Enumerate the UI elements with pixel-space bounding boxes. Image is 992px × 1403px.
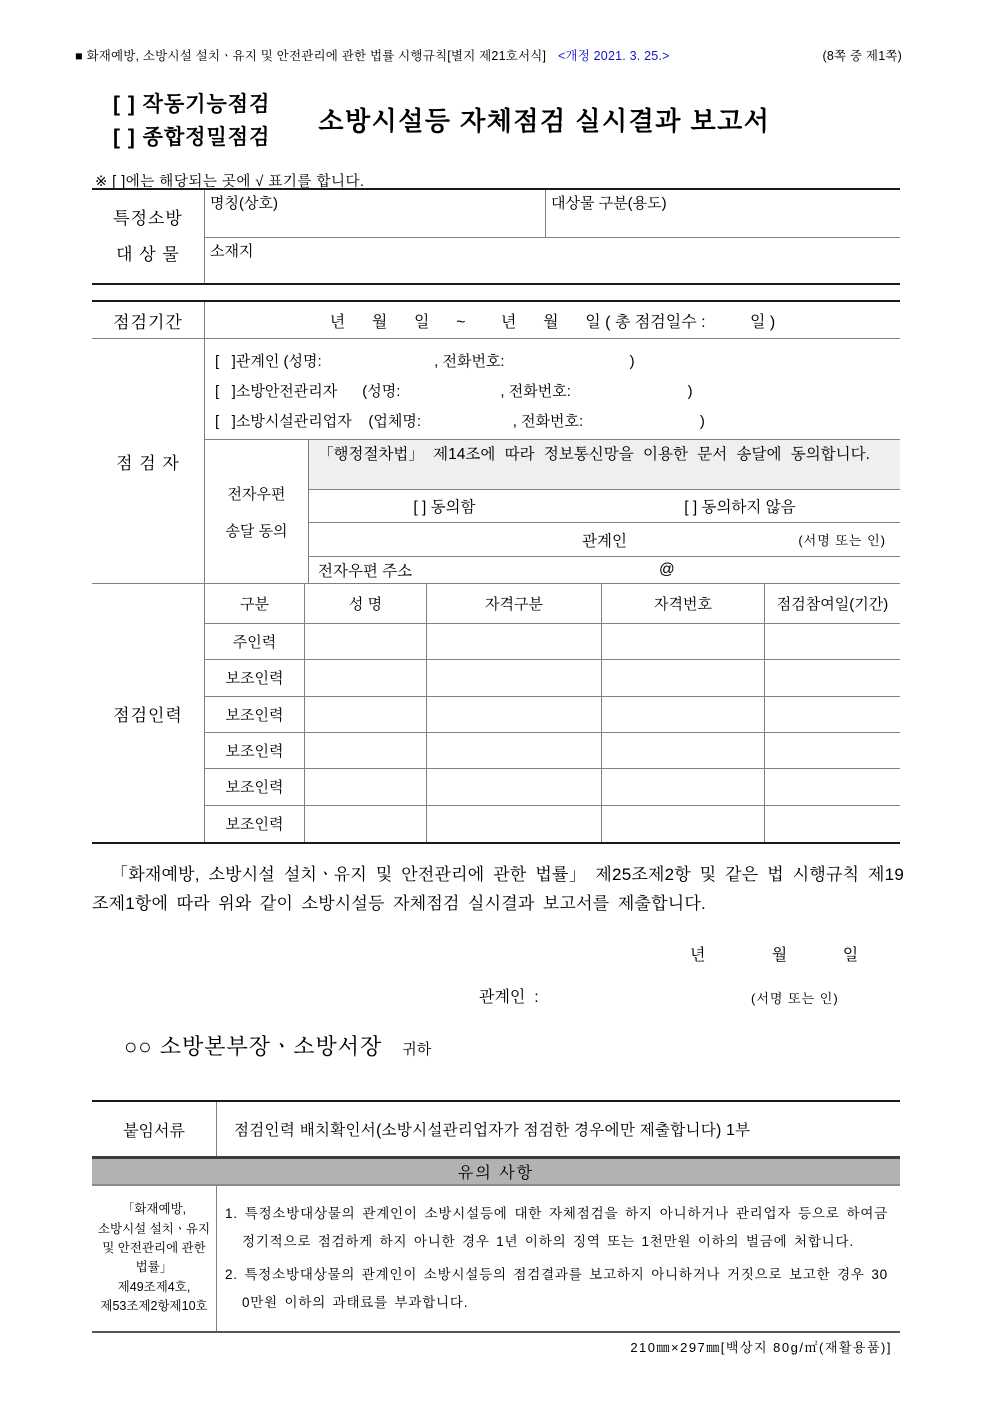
law-line: 제53조제2항제10호 (100, 1299, 208, 1314)
attachment-notice-table (92, 1100, 900, 1333)
form-header (113, 88, 893, 151)
personnel-row (92, 584, 900, 842)
personnel-input-cell[interactable] (765, 769, 900, 805)
checkbox-agree[interactable]: [ ] 동의함 (413, 499, 476, 516)
personnel-input-cell[interactable] (305, 660, 427, 696)
notice-items (217, 1186, 900, 1331)
personnel-input-cell[interactable] (765, 697, 900, 733)
personnel-input-cell[interactable] (305, 769, 427, 805)
recipient-line (124, 1030, 431, 1061)
target-object-row1 (205, 190, 900, 238)
personnel-header-qualification: 자격구분 (427, 584, 602, 624)
email-address-row (309, 557, 900, 583)
inspection-table (92, 300, 900, 844)
paper-spec-footer: 210㎜×297㎜[백상지 80g/㎡(재활용품)] (630, 1340, 892, 1355)
personnel-input-cell[interactable] (427, 769, 602, 805)
target-object-body (205, 190, 900, 283)
checkbox-fire-safety-manager[interactable]: [ ]소방안전관리자 (성명: , 전화번호: ) (215, 382, 693, 400)
personnel-input-cell[interactable] (602, 769, 765, 805)
law-line: 및 안전관리에 관한 (102, 1240, 206, 1255)
signature-or-seal-note: (서명 또는 인) (798, 533, 886, 548)
checkbox-operation-function-inspection[interactable]: [ ] 작동기능점검 (113, 93, 271, 116)
personnel-row-label: 주인력 (205, 624, 305, 660)
personnel-row-label: 보조인력 (205, 733, 305, 769)
inspector-body (205, 339, 900, 583)
personnel-label: 점검인력 (92, 584, 205, 842)
personnel-header-license-no: 자격번호 (602, 584, 765, 624)
checkbox-disagree[interactable]: [ ] 동의하지 않음 (684, 499, 796, 516)
law-line: 법률」 (135, 1260, 173, 1275)
notice-item-1: 1. 특정소방대상물의 관계인이 소방시설등에 대한 자체점검을 하지 아니하거나 관리업자 등으로 하여금 정기적으로 점검하게 하지 아니한 경우 1년 이하의 징역 또는 1천만원 이하의 벌금에 처합니다. (225, 1206, 888, 1249)
declaration-signature-note: (서명 또는 인) (751, 991, 839, 1006)
email-consent-label (205, 440, 309, 583)
personnel-input-cell[interactable] (765, 733, 900, 769)
inspection-period-field[interactable]: 년 월 일 ~ 년 월 일 ( 총 점검일수 : 일 ) (329, 313, 776, 331)
attachment-row (92, 1102, 900, 1156)
personnel-input-cell[interactable] (427, 660, 602, 696)
email-consent-label-line1: 전자우편 (227, 485, 286, 503)
target-object-label (92, 190, 205, 283)
personnel-row-label: 보조인력 (205, 769, 305, 805)
personnel-header-participation: 점검참여일(기간) (765, 584, 900, 624)
personnel-input-cell[interactable] (602, 806, 765, 842)
notice-item-2: 2. 특정소방대상물의 관계인이 소방시설등의 점검결과를 보고하지 아니하거나 거짓으로 보고한 경우 300만원 이하의 과태료를 부과합니다. (225, 1267, 888, 1311)
personnel-row-label: 보조인력 (205, 806, 305, 842)
personnel-input-cell[interactable] (305, 806, 427, 842)
target-object-label-line2: 대 상 물 (116, 244, 180, 264)
recipient-honorific: 귀하 (402, 1041, 432, 1058)
form-reference-text: 화재예방, 소방시설 설치ㆍ유지 및 안전관리에 관한 법률 시행규칙[별지 제21호서식] (86, 49, 547, 63)
related-person-label: 관계인 (582, 532, 627, 550)
target-object-label-line1: 특정소방 (113, 208, 183, 228)
checkbox-related-person[interactable]: [ ]관계인 (성명: , 전화번호: ) (215, 352, 635, 370)
personnel-input-cell[interactable] (427, 697, 602, 733)
law-line: 제49조제4호, (117, 1279, 191, 1294)
personnel-input-cell[interactable] (305, 733, 427, 769)
inspector-label: 점 검 자 (92, 339, 205, 583)
email-address-label: 전자우편 주소 (318, 563, 413, 580)
personnel-input-cell[interactable] (427, 733, 602, 769)
inspector-type-options (205, 339, 900, 439)
name-field[interactable]: 명칭(상호) (205, 190, 546, 237)
revision-date: <개정 2021. 3. 25.> (557, 49, 670, 63)
inspection-period-row (92, 302, 900, 339)
inspection-period-label: 점검기간 (92, 302, 205, 338)
inspector-row (92, 339, 900, 584)
personnel-input-cell[interactable] (602, 697, 765, 733)
declaration-paragraph: 「화재예방, 소방시설 설치ㆍ유지 및 안전관리에 관한 법률」 제25조제2항 및 같은 법 시행규칙 제19조제1항에 따라 위와 같이 소방시설등 자체점검 실시결과 보고서를 제출합니다. (92, 865, 904, 914)
law-line: 「화재예방, (121, 1202, 187, 1217)
personnel-input-cell[interactable] (602, 733, 765, 769)
consent-statement: 「행정절차법」 제14조에 따라 정보통신망을 이용한 문서 송달에 동의합니다. (309, 440, 900, 490)
square-bullet-icon: ■ (75, 49, 83, 63)
personnel-input-cell[interactable] (427, 806, 602, 842)
law-line: 소방시설 설치ㆍ유지 (97, 1221, 211, 1236)
notice-law-reference (92, 1186, 217, 1331)
check-mark-instruction: ※ [ ]에는 해당되는 곳에 √ 표기를 합니다. (95, 174, 365, 190)
personnel-input-cell[interactable] (305, 624, 427, 660)
personnel-header-name: 성 명 (305, 584, 427, 624)
consent-signature-row (309, 523, 900, 557)
personnel-header-category: 구분 (205, 584, 305, 624)
attachment-value: 점검인력 배치확인서(소방시설관리업자가 점검한 경우에만 제출합니다) 1부 (234, 1122, 751, 1139)
classification-field[interactable]: 대상물 구분(용도) (551, 195, 667, 212)
form-reference-line (75, 46, 902, 64)
personnel-row-label: 보조인력 (205, 697, 305, 733)
address-field[interactable]: 소재지 (210, 243, 254, 260)
email-consent-section (205, 439, 900, 583)
personnel-input-cell[interactable] (765, 660, 900, 696)
checkbox-comprehensive-precision-inspection[interactable]: [ ] 종합정밀점검 (113, 126, 271, 149)
page-indicator: (8쪽 중 제1쪽) (822, 49, 902, 63)
attachment-label: 붙임서류 (92, 1102, 217, 1156)
personnel-input-cell[interactable] (765, 624, 900, 660)
declaration-party: 관계인 : (479, 989, 539, 1006)
consent-choice-row (309, 490, 900, 523)
inspection-type-checkboxes (113, 88, 270, 151)
personnel-input-cell[interactable] (305, 697, 427, 733)
personnel-input-cell[interactable] (602, 660, 765, 696)
target-object-table (92, 188, 900, 285)
form-reference (75, 46, 670, 64)
personnel-input-cell[interactable] (427, 624, 602, 660)
personnel-row-label: 보조인력 (205, 660, 305, 696)
personnel-input-cell[interactable] (602, 624, 765, 660)
recipient-title: ○○ 소방본부장ㆍ소방서장 (124, 1034, 383, 1059)
notice-banner: 유의 사항 (92, 1156, 900, 1186)
checkbox-fire-facility-contractor[interactable]: [ ]소방시설관리업자 (업체명: , 전화번호: ) (215, 412, 705, 430)
personnel-grid (205, 584, 900, 842)
page-title: 소방시설등 자체점검 실시결과 보고서 (318, 106, 771, 136)
email-consent-body (309, 440, 900, 583)
notice-body (92, 1186, 900, 1333)
at-sign: @ (659, 561, 675, 578)
date-line: 년 월 일 (690, 947, 860, 964)
personnel-input-cell[interactable] (765, 806, 900, 842)
email-consent-label-line2: 송달 동의 (225, 522, 288, 540)
